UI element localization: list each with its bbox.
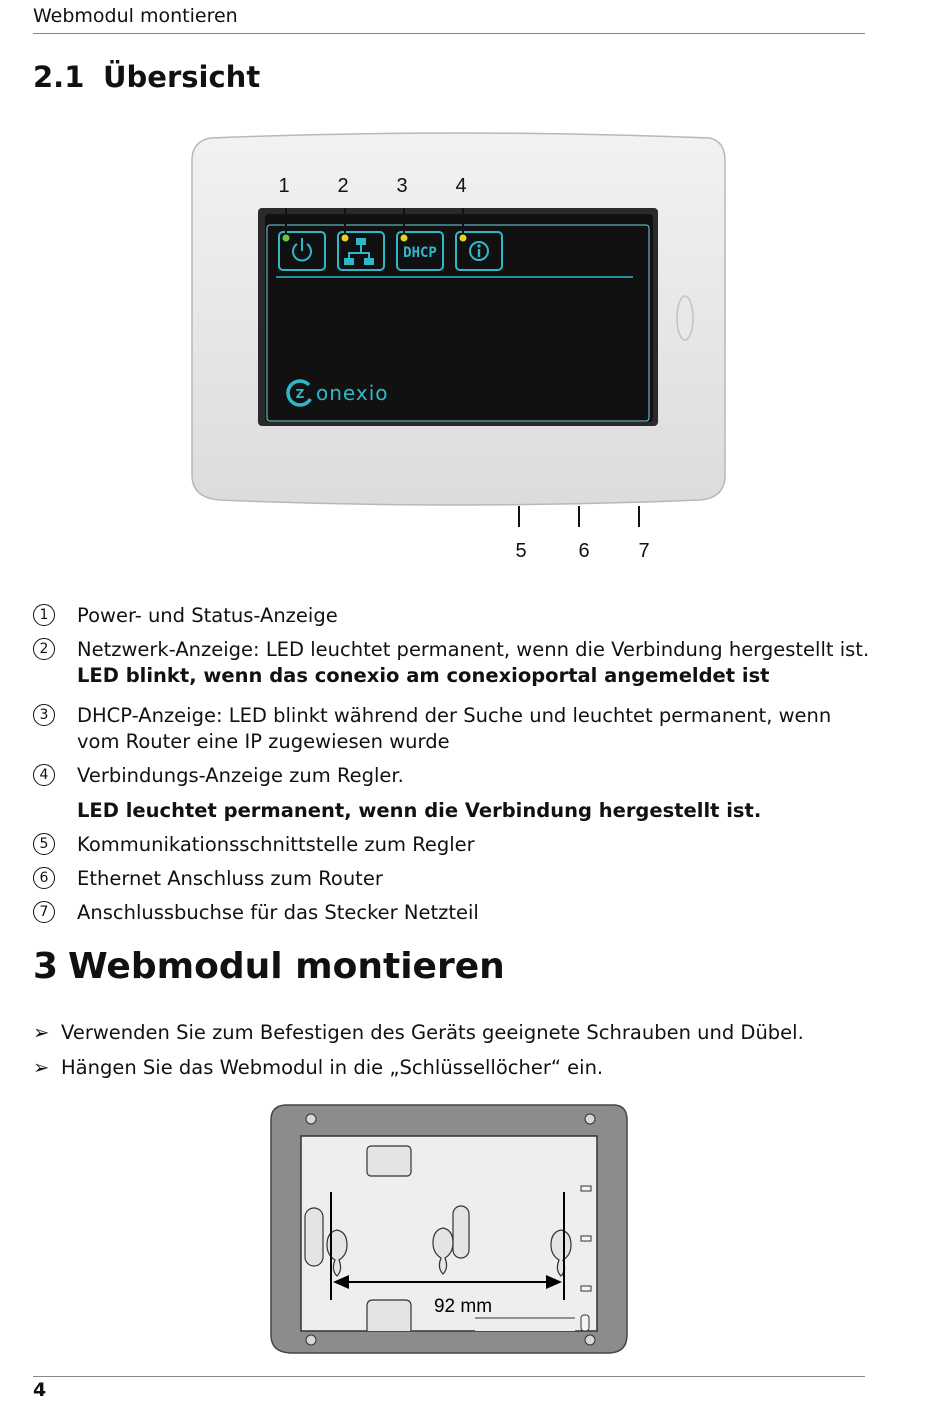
arrow-bullet-icon: ➢ (33, 1021, 50, 1044)
device-back-svg (265, 1100, 635, 1360)
legend-text: Power- und Status-Anzeige (77, 604, 338, 627)
device-front-illustration (180, 130, 740, 570)
legend-text: Verbindungs-Anzeige zum Regler. (77, 764, 404, 787)
screw-icon (585, 1114, 595, 1124)
page-number: 4 (33, 1379, 47, 1401)
legend-marker: 3 (33, 704, 55, 726)
dimension-label: 92 mm (433, 1296, 493, 1317)
legend-text: Netzwerk-Anzeige: LED leuchtet permanent, wenn die Verbindung hergestellt ist. (77, 638, 870, 661)
legend-bold-note: LED leuchtet permanent, wenn die Verbindung hergestellt ist. (77, 799, 762, 822)
callout-3: 3 (396, 175, 408, 197)
section-heading-3 (33, 946, 505, 987)
side-slot (677, 296, 693, 340)
instruction-text: Hängen Sie das Webmodul in die „Schlüssellöcher“ ein. (61, 1056, 604, 1079)
power-led (283, 235, 290, 242)
footer-rule (33, 1376, 865, 1377)
dhcp-led (401, 235, 408, 242)
section-number: 2.1 (33, 60, 85, 94)
legend-item-4 (33, 763, 873, 824)
callout-5: 5 (515, 540, 527, 562)
running-header: Webmodul montieren (33, 5, 238, 27)
dhcp-icon: DHCP (403, 245, 437, 261)
callout-1: 1 (278, 175, 290, 197)
legend-text: DHCP-Anzeige: LED blinkt während der Suche und leuchtet permanent, wenn vom Router eine IP zugewiesen wurde (77, 704, 832, 753)
screw-icon (306, 1335, 316, 1345)
legend-list (33, 603, 873, 934)
device-back-illustration (265, 1100, 635, 1360)
section-heading-2-1 (33, 60, 260, 94)
legend-item-1 (33, 603, 873, 629)
header-rule (33, 33, 865, 34)
legend-text: Kommunikationsschnittstelle zum Regler (77, 833, 475, 856)
legend-bold-note: LED blinkt, wenn das conexio am conexioportal angemeldet ist (77, 664, 770, 687)
section-title: Übersicht (103, 60, 261, 94)
legend-text: Anschlussbuchse für das Stecker Netzteil (77, 901, 479, 924)
legend-marker: 6 (33, 867, 55, 889)
bottom-cutout (367, 1300, 411, 1331)
callout-7: 7 (638, 540, 650, 562)
legend-text: Ethernet Anschluss zum Router (77, 867, 383, 890)
legend-marker: 7 (33, 901, 55, 923)
legend-marker: 2 (33, 638, 55, 660)
legend-marker: 5 (33, 833, 55, 855)
instruction-text: Verwenden Sie zum Befestigen des Geräts geeignete Schrauben und Dübel. (61, 1021, 804, 1044)
section-title: Webmodul montieren (68, 946, 505, 987)
arrow-bullet-icon: ➢ (33, 1056, 50, 1079)
conexio-logo (284, 377, 389, 410)
legend-item-5 (33, 832, 873, 858)
legend-marker: 4 (33, 764, 55, 786)
instruction-item (33, 1021, 804, 1056)
section-number: 3 (33, 946, 59, 987)
legend-item-2 (33, 637, 873, 689)
callout-6: 6 (578, 540, 590, 562)
top-cutout (367, 1146, 411, 1176)
device-front-svg (180, 130, 740, 570)
legend-marker: 1 (33, 604, 55, 626)
info-led (460, 235, 467, 242)
center-slot (453, 1206, 469, 1258)
network-led (342, 235, 349, 242)
logo-text: onexio (316, 381, 389, 405)
svg-text:Z: Z (295, 387, 305, 401)
screw-icon (306, 1114, 316, 1124)
legend-item-7 (33, 900, 873, 926)
callout-4: 4 (455, 175, 467, 197)
legend-item-3 (33, 703, 873, 755)
instruction-list (33, 1021, 804, 1091)
legend-item-6 (33, 866, 873, 892)
screw-icon (585, 1335, 595, 1345)
left-slot (305, 1208, 323, 1266)
callout-2: 2 (337, 175, 349, 197)
instruction-item (33, 1056, 804, 1091)
